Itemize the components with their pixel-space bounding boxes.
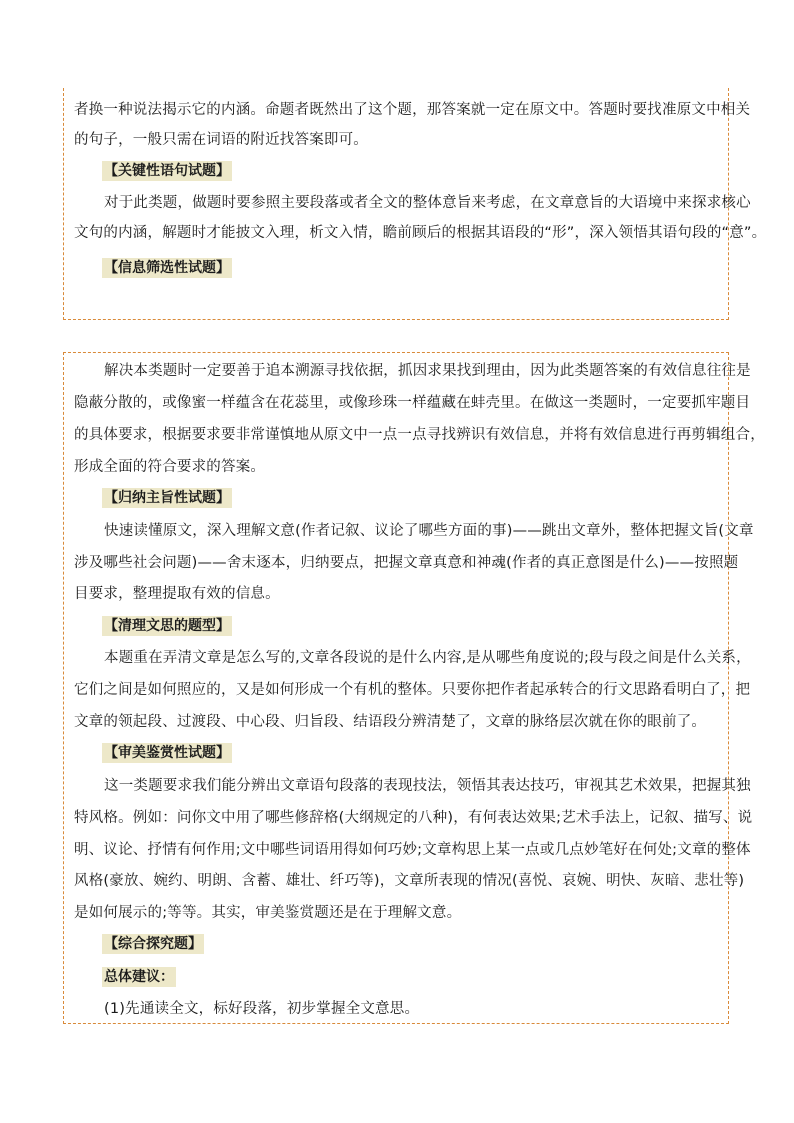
paragraph-line: 形成全面的符合要求的答案。 (74, 459, 266, 475)
paragraph-line: 快速读懂原文，深入理解文意(作者记叙、议论了哪些方面的事)——跳出文章外，整体把握文旨(文章 (104, 523, 754, 539)
paragraph-line: 的句子，一般只需在词语的附近找答案即可。 (74, 132, 368, 148)
paragraph-line: 这一类题要求我们能分辨出文章语句段落的表现技法，领悟其表达技巧，审视其艺术效果，把握其独 (104, 778, 751, 794)
section-heading-info-screening: 【信息筛选性试题】 (104, 260, 230, 276)
paragraph-line: 目要求，整理提取有效的信息。 (74, 586, 280, 602)
advice-heading: 总体建议： (104, 969, 174, 985)
content-box-2 (63, 352, 765, 1024)
paragraph-line: 明、议论、抒情有何作用;文中哪些词语用得如何巧妙;文章构思上某一点或几点妙笔好在何处;文章的整体 (74, 842, 751, 858)
paragraph-line: 文句的内涵，解题时才能披文入理，析文入情，瞻前顾后的根据其语段的“形”，深入领悟其语句段的“意”。 (74, 225, 767, 241)
paragraph-line: 它们之间是如何照应的，又是如何形成一个有机的整体。只要你把作者起承转合的行文思路看明白了，把 (74, 682, 751, 698)
section-heading-theme: 【归纳主旨性试题】 (104, 490, 230, 506)
content-box-1 (63, 88, 767, 320)
paragraph-line: 者换一种说法揭示它的内涵。命题者既然出了这个题，那答案就一定在原文中。答题时要找准原文中相关 (74, 102, 751, 118)
section-heading-key-sentence: 【关键性语句试题】 (104, 163, 230, 179)
paragraph-line: 风格(豪放、婉约、明朗、含蓄、雄壮、纤巧等)，文章所表现的情况(喜悦、哀婉、明快、灰暗、悲壮等) (74, 873, 745, 889)
section-heading-aesthetic: 【审美鉴赏性试题】 (104, 745, 230, 761)
paragraph-line: 文章的领起段、过渡段、中心段、归旨段、结语段分辨清楚了，文章的脉络层次就在你的眼前了。 (74, 714, 707, 730)
paragraph-line: 涉及哪些社会问题)——舍末逐本，归纳要点，把握文章真意和神魂(作者的真正意图是什么)——按照题 (74, 555, 739, 571)
paragraph-line: 隐蔽分散的，或像蜜一样蕴含在花蕊里，或像珍珠一样蕴藏在蚌壳里。在做这一类题时，一定要抓牢题目 (74, 395, 751, 411)
paragraph-line: 的具体要求，根据要求要非常谨慎地从原文中一点一点寻找辨识有效信息，并将有效信息进行再剪辑组合， (74, 427, 765, 443)
paragraph-line: 对于此类题，做题时要参照主要段落或者全文的整体意旨来考虑，在文章意旨的大语境中来探求核心 (104, 195, 751, 211)
paragraph-line: 是如何展示的;等等。其实，审美鉴赏题还是在于理解文意。 (74, 905, 462, 921)
paragraph-line: 本题重在弄清文章是怎么写的,文章各段说的是什么内容,是从哪些角度说的;段与段之间是什么关系， (104, 650, 751, 666)
paragraph-line: (1)先通读全文，标好段落，初步掌握全文意思。 (104, 1001, 420, 1017)
section-heading-explore: 【综合探究题】 (104, 936, 202, 952)
paragraph-line: 特风格。例如：问你文中用了哪些修辞格(大纲规定的八种)，有何表达效果;艺术手法上，记叙、描写、说 (74, 810, 753, 826)
section-heading-structure: 【清理文思的题型】 (104, 618, 230, 634)
paragraph-line: 解决本类题时一定要善于追本溯源寻找依据，抓因求果找到理由，因为此类题答案的有效信息往往是 (104, 363, 751, 379)
